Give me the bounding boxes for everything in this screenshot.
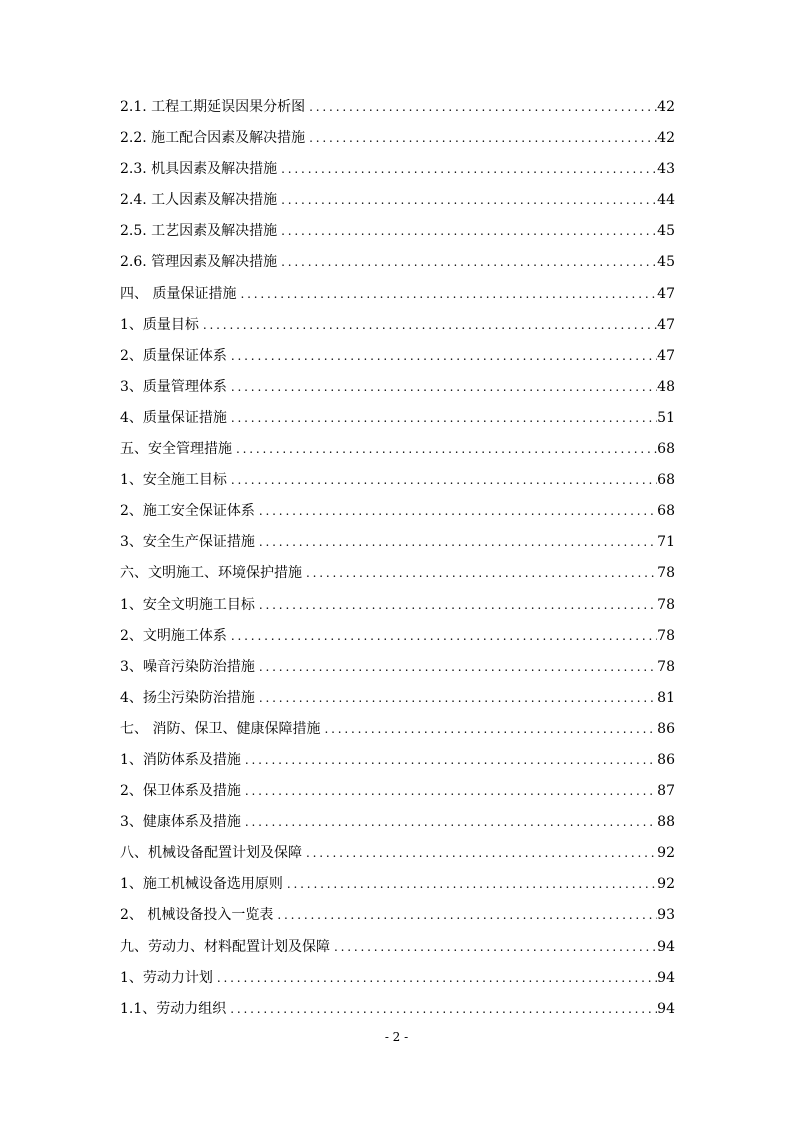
toc-entry-page: 88: [657, 814, 675, 831]
toc-entry-page: 47: [657, 347, 675, 364]
toc-entry[interactable]: [120, 434, 675, 465]
dot-leader: [227, 341, 657, 372]
toc-entry[interactable]: [120, 963, 675, 994]
toc-entry-label: 2、文明施工体系: [120, 627, 227, 644]
toc-entry[interactable]: [120, 247, 675, 278]
dot-leader: [227, 372, 657, 403]
toc-entry-label: 1、质量目标: [120, 316, 199, 333]
toc-entry-label: 4、质量保证措施: [120, 409, 227, 426]
toc-entry[interactable]: [120, 92, 675, 123]
dot-leader: [277, 247, 657, 278]
toc-entry[interactable]: [120, 776, 675, 807]
toc-entry-page: 68: [657, 503, 675, 520]
toc-entry-page: 92: [657, 876, 675, 893]
dot-leader: [236, 279, 657, 310]
toc-entry-label: 2.2. 施工配合因素及解决措施: [120, 130, 306, 147]
toc-entry-page: 51: [657, 409, 675, 426]
toc-entry[interactable]: [120, 527, 675, 558]
toc-entry-label: 3、健康体系及措施: [120, 814, 241, 831]
dot-leader: [320, 714, 657, 745]
dot-leader: [227, 465, 657, 496]
dot-leader: [305, 92, 657, 123]
toc-entry-label: 八、机械设备配置计划及保障: [120, 845, 302, 862]
toc-entry-page: 44: [657, 192, 675, 209]
dot-leader: [255, 683, 657, 714]
toc-entry[interactable]: [120, 745, 675, 776]
toc-entry-label: 3、质量管理体系: [120, 378, 227, 395]
dot-leader: [305, 123, 657, 154]
dot-leader: [277, 154, 657, 185]
toc-entry-page: 94: [657, 1000, 675, 1017]
toc-entry-page: 45: [657, 223, 675, 240]
toc-entry-label: 2.3. 机具因素及解决措施: [120, 161, 278, 178]
toc-entry[interactable]: [120, 683, 675, 714]
toc-entry[interactable]: [120, 838, 675, 869]
toc-entry-label: 2、保卫体系及措施: [120, 783, 241, 800]
dot-leader: [277, 185, 657, 216]
dot-leader: [302, 838, 657, 869]
toc-entry-page: 81: [657, 689, 675, 706]
dot-leader: [255, 496, 657, 527]
dot-leader: [241, 807, 657, 838]
toc-entry-page: 45: [657, 254, 675, 271]
toc-entry-label: 2.4. 工人因素及解决措施: [120, 192, 278, 209]
toc-entry-page: 94: [657, 938, 675, 955]
dot-leader: [199, 310, 657, 341]
toc-entry-label: 2.5. 工艺因素及解决措施: [120, 223, 278, 240]
toc-entry-page: 92: [657, 845, 675, 862]
toc-entry-label: 1、消防体系及措施: [120, 751, 241, 768]
toc-entry[interactable]: [120, 185, 675, 216]
toc-entry-page: 86: [657, 720, 675, 737]
toc-entry[interactable]: [120, 372, 675, 403]
toc-entry-page: 71: [657, 534, 675, 551]
toc-entry-page: 42: [657, 99, 675, 115]
toc-entry-page: 68: [657, 472, 675, 489]
toc-entry[interactable]: [120, 465, 675, 496]
toc-entry[interactable]: [120, 714, 675, 745]
toc-entry-page: 94: [657, 969, 675, 986]
toc-entry-label: 1、安全文明施工目标: [120, 596, 255, 613]
toc-entry-page: 43: [657, 161, 675, 178]
toc-entry-label: 四、 质量保证措施: [120, 285, 237, 302]
toc-entry-label: 4、扬尘污染防治措施: [120, 689, 255, 706]
toc-entry-label: 2、 机械设备投入一览表: [120, 907, 274, 924]
dot-leader: [277, 216, 657, 247]
toc-entry-label: 五、安全管理措施: [120, 441, 232, 458]
toc-entry[interactable]: [120, 869, 675, 900]
dot-leader: [330, 932, 657, 963]
dot-leader: [227, 621, 657, 652]
dot-leader: [213, 963, 657, 994]
toc-entry[interactable]: [120, 590, 675, 621]
toc-entry-page: 93: [657, 907, 675, 924]
dot-leader: [283, 869, 657, 900]
toc-entry[interactable]: [120, 932, 675, 963]
toc-entry-label: 1.1、劳动力组织: [120, 1000, 227, 1017]
toc-entry[interactable]: [120, 154, 675, 185]
toc-entry-label: 九、劳动力、材料配置计划及保障: [120, 938, 330, 955]
toc-entry-page: 42: [657, 130, 675, 147]
toc-entry-label: 七、 消防、保卫、健康保障措施: [120, 720, 321, 737]
dot-leader: [227, 403, 657, 434]
toc-entry[interactable]: [120, 310, 675, 341]
toc-entry[interactable]: [120, 807, 675, 838]
dot-leader: [241, 776, 657, 807]
toc-entry-page: 47: [657, 316, 675, 333]
toc-entry[interactable]: [120, 403, 675, 434]
dot-leader: [302, 558, 657, 589]
toc-entry-page: 87: [657, 783, 675, 800]
toc-entry[interactable]: [120, 652, 675, 683]
table-of-contents: [120, 92, 675, 1025]
toc-entry-label: 3、安全生产保证措施: [120, 534, 255, 551]
dot-leader: [273, 900, 657, 931]
toc-entry-page: 48: [657, 378, 675, 395]
toc-entry-label: 1、安全施工目标: [120, 472, 227, 489]
toc-entry[interactable]: [120, 496, 675, 527]
toc-entry-label: 1、施工机械设备选用原则: [120, 876, 283, 893]
dot-leader: [226, 994, 657, 1025]
toc-entry-label: 3、噪音污染防治措施: [120, 658, 255, 675]
toc-entry-label: 六、文明施工、环境保护措施: [120, 565, 302, 582]
toc-entry[interactable]: [120, 216, 675, 247]
toc-entry[interactable]: [120, 900, 675, 931]
toc-entry[interactable]: [120, 621, 675, 652]
dot-leader: [232, 434, 657, 465]
dot-leader: [255, 590, 657, 621]
dot-leader: [255, 652, 657, 683]
toc-entry-page: 68: [657, 441, 675, 458]
toc-entry-label: 2.1. 工程工期延误因果分析图: [120, 99, 306, 115]
toc-entry-page: 86: [657, 751, 675, 768]
toc-entry[interactable]: [120, 123, 675, 154]
toc-entry[interactable]: [120, 279, 675, 310]
toc-entry-page: 78: [657, 565, 675, 582]
toc-entry[interactable]: [120, 341, 675, 372]
toc-entry-label: 2、施工安全保证体系: [120, 503, 255, 520]
toc-entry[interactable]: [120, 558, 675, 589]
toc-entry-label: 2、质量保证体系: [120, 347, 227, 364]
toc-entry-page: 78: [657, 627, 675, 644]
toc-entry-label: 1、劳动力计划: [120, 969, 213, 986]
dot-leader: [255, 527, 657, 558]
toc-entry-label: 2.6. 管理因素及解决措施: [120, 254, 278, 271]
toc-entry-page: 47: [657, 285, 675, 302]
dot-leader: [241, 745, 657, 776]
page-number: - 2 -: [384, 1030, 409, 1044]
toc-entry[interactable]: [120, 994, 675, 1025]
toc-entry-page: 78: [657, 658, 675, 675]
toc-entry-page: 78: [657, 596, 675, 613]
